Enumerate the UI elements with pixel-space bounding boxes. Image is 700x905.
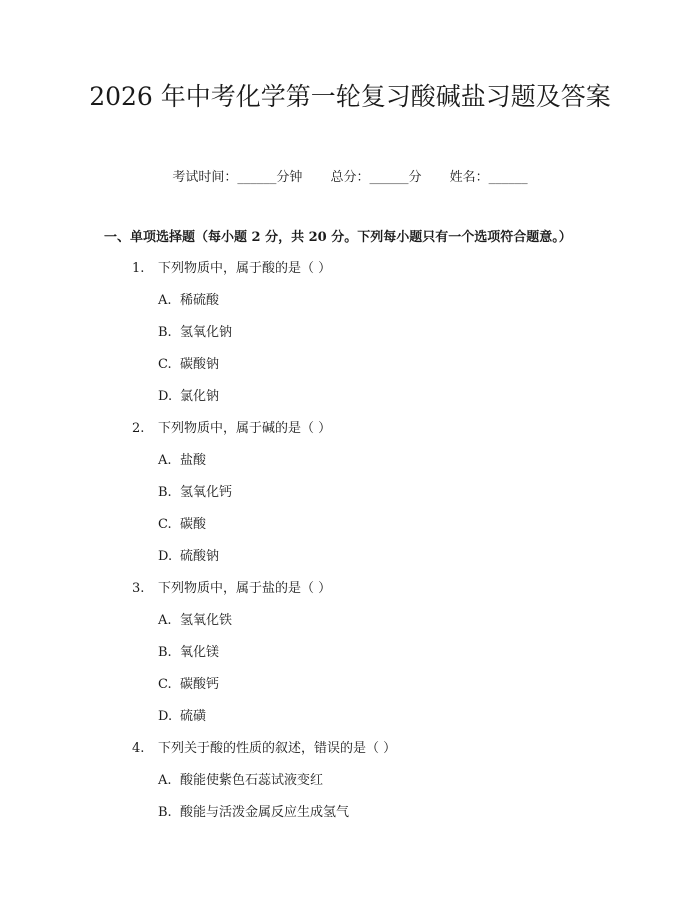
question-3-option-a (158, 611, 232, 631)
option-label: C. (158, 517, 172, 532)
option-label: A. (158, 773, 172, 788)
question-3-option-c (158, 675, 219, 695)
exam-info-line (0, 168, 700, 188)
question-number: 4. (132, 741, 145, 756)
question-text: 下列关于酸的性质的叙述，错误的是（ ） (158, 741, 397, 756)
option-label: B. (158, 485, 172, 500)
question-1-option-b (158, 323, 232, 343)
question-number: 1. (132, 261, 145, 276)
option-label: C. (158, 677, 172, 692)
option-label: D. (158, 549, 173, 564)
question-text: 下列物质中，属于酸的是（ ） (158, 261, 332, 276)
question-1-option-d (158, 387, 219, 407)
question-3 (132, 579, 331, 599)
question-4 (132, 739, 396, 759)
option-label: D. (158, 389, 173, 404)
page-title: 2026 年中考化学第一轮复习酸碱盐习题及答案 (89, 82, 611, 111)
question-1-option-c (158, 355, 219, 375)
option-label: B. (158, 645, 172, 660)
exam-time-field: 考试时间：______分钟 (172, 170, 303, 185)
question-text: 下列物质中，属于碱的是（ ） (158, 421, 332, 436)
option-text: 酸能与活泼金属反应生成氢气 (180, 805, 350, 820)
question-2-option-a (158, 451, 206, 471)
question-4-option-b (158, 803, 349, 823)
question-2-option-d (158, 547, 219, 567)
option-text: 氧化镁 (180, 645, 220, 660)
option-text: 碳酸 (180, 517, 207, 532)
option-text: 硫磺 (180, 709, 207, 724)
question-2 (132, 419, 331, 439)
option-label: D. (158, 709, 173, 724)
option-text: 碳酸钙 (180, 677, 220, 692)
option-label: C. (158, 357, 172, 372)
option-label: B. (158, 805, 172, 820)
option-text: 硫酸钠 (180, 549, 220, 564)
option-text: 酸能使紫色石蕊试液变红 (180, 773, 324, 788)
option-text: 氯化钠 (180, 389, 220, 404)
student-name-field: 姓名：______ (449, 170, 528, 185)
question-1 (132, 259, 331, 279)
question-4-option-a (158, 771, 323, 791)
total-score-field: 总分：______分 (330, 170, 422, 185)
question-3-option-d (158, 707, 206, 727)
option-text: 稀硫酸 (180, 293, 220, 308)
option-label: A. (158, 453, 172, 468)
question-text: 下列物质中，属于盐的是（ ） (158, 581, 332, 596)
option-text: 盐酸 (180, 453, 207, 468)
option-label: B. (158, 325, 172, 340)
option-text: 氢氧化钙 (180, 485, 233, 500)
option-label: A. (158, 613, 172, 628)
option-text: 氢氧化钠 (180, 325, 233, 340)
option-text: 碳酸钠 (180, 357, 220, 372)
section-heading: 一、单项选择题（每小题 2 分，共 20 分。下列每小题只有一个选项符合题意。） (104, 230, 572, 245)
question-number: 3. (132, 581, 145, 596)
question-number: 2. (132, 421, 145, 436)
question-1-option-a (158, 291, 219, 311)
question-2-option-b (158, 483, 232, 503)
option-text: 氢氧化铁 (180, 613, 233, 628)
question-3-option-b (158, 643, 219, 663)
option-label: A. (158, 293, 172, 308)
question-2-option-c (158, 515, 206, 535)
